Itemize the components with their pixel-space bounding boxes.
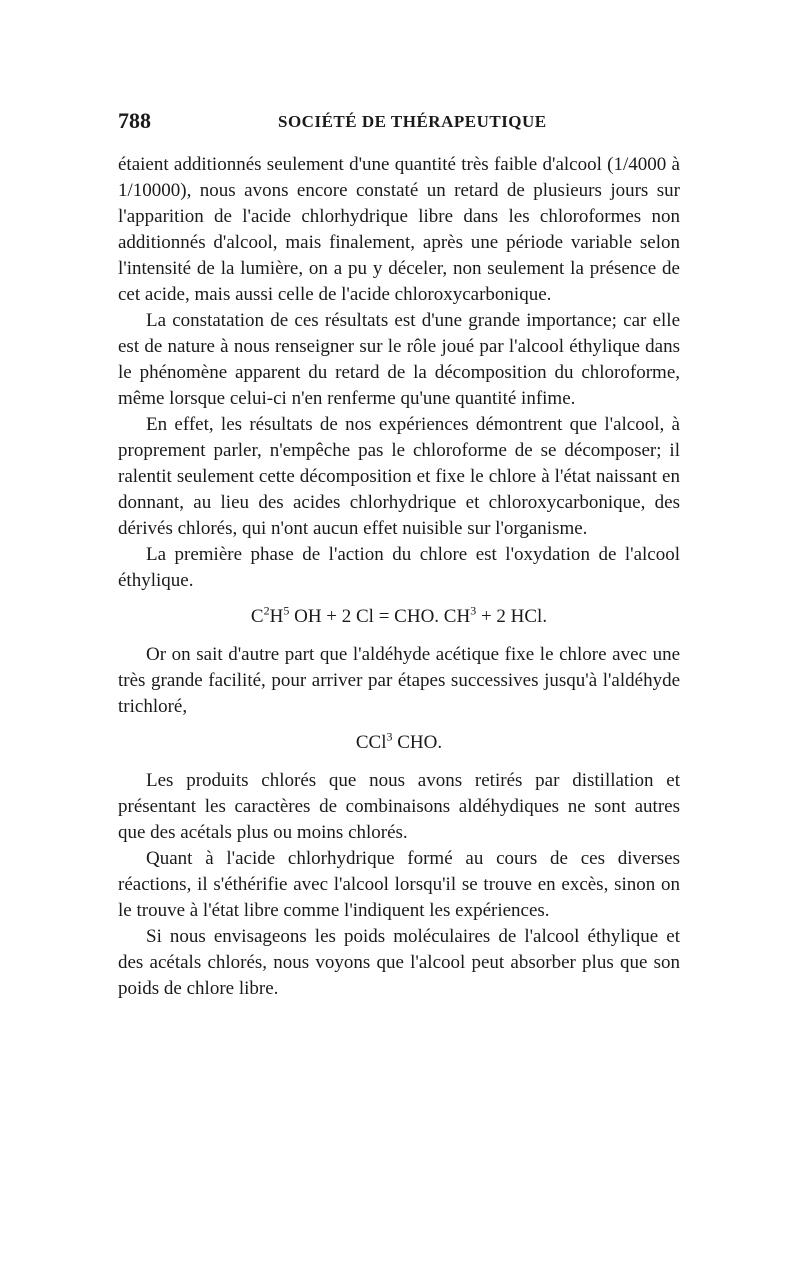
formula-part: OH + 2 Cl = CHO. CH [294, 606, 471, 627]
formula-sup: 3 [470, 603, 477, 618]
paragraph-6: Les produits chlorés que nous avons retirés par distillation et présentant les caractères de combinaisons aldéhydiques ne sont autres que des acétals plus ou moins chlorés. [118, 770, 680, 843]
formula-part: CCl [355, 732, 387, 753]
paragraph-7: Quant à l'acide chlorhydrique formé au cours de ces diverses réactions, il s'éthérifie avec l'alcool lorsqu'il se trouve en excès, sinon on le trouve à l'état libre comme l'indiquent les expériences. [118, 848, 680, 921]
chemical-formula [118, 730, 680, 756]
page-body [118, 152, 680, 1002]
page-number: 788 [118, 108, 151, 133]
formula-part: C [250, 606, 264, 627]
formula-part: H [269, 606, 284, 627]
formula-part: CHO. [392, 732, 443, 753]
paragraph-3: En effet, les résultats de nos expériences démontrent que l'alcool, à proprement parler, n'empêche pas le chloroforme de se décomposer; il ralentit seulement cette décomposition et fixe le chlore à l'état naissant en donnant, au lieu des acides chlorhydrique et chloroxycarbonique, des dérivés chlorés, qui n'ont aucun effet nuisible sur l'organisme. [118, 414, 680, 539]
paragraph-1: étaient additionnés seulement d'une quantité très faible d'alcool (1/4000 à 1/10000), nous avons encore constaté un retard de plusieurs jours sur l'apparition de l'acide chlorhydrique libre dans les chloroformes non additionnés d'alcool, mais finalement, après une période variable selon l'intensité de la lumière, on a pu y déceler, non seulement la présence de cet acide, mais aussi celle de l'acide chloroxycarbonique. [118, 154, 680, 305]
paragraph-2: La constatation de ces résultats est d'une grande importance; car elle est de nature à nous renseigner sur le rôle joué par l'alcool éthylique dans le phénomène apparent du retard de la décomposition du chloroforme, même lorsque celui-ci n'en renferme qu'une quantité infime. [118, 310, 680, 409]
formula-sup: 3 [386, 729, 393, 744]
chemical-equation [118, 604, 680, 630]
page-header [118, 108, 680, 144]
paragraph-8: Si nous envisageons les poids moléculaires de l'alcool éthylique et des acétals chlorés, nous voyons que l'alcool peut absorber plus que son poids de chlore libre. [118, 926, 680, 999]
running-title: SOCIÉTÉ DE THÉRAPEUTIQUE [278, 112, 547, 131]
paragraph-5: Or on sait d'autre part que l'aldéhyde acétique fixe le chlore avec une très grande facilité, pour arriver par étapes successives jusqu'à l'aldéhyde trichloré, [118, 644, 680, 717]
formula-part: + 2 HCl. [476, 606, 548, 627]
formula-sup: 5 [283, 603, 290, 618]
formula-sup: 2 [263, 603, 270, 618]
paragraph-4: La première phase de l'action du chlore est l'oxydation de l'alcool éthylique. [118, 544, 680, 591]
